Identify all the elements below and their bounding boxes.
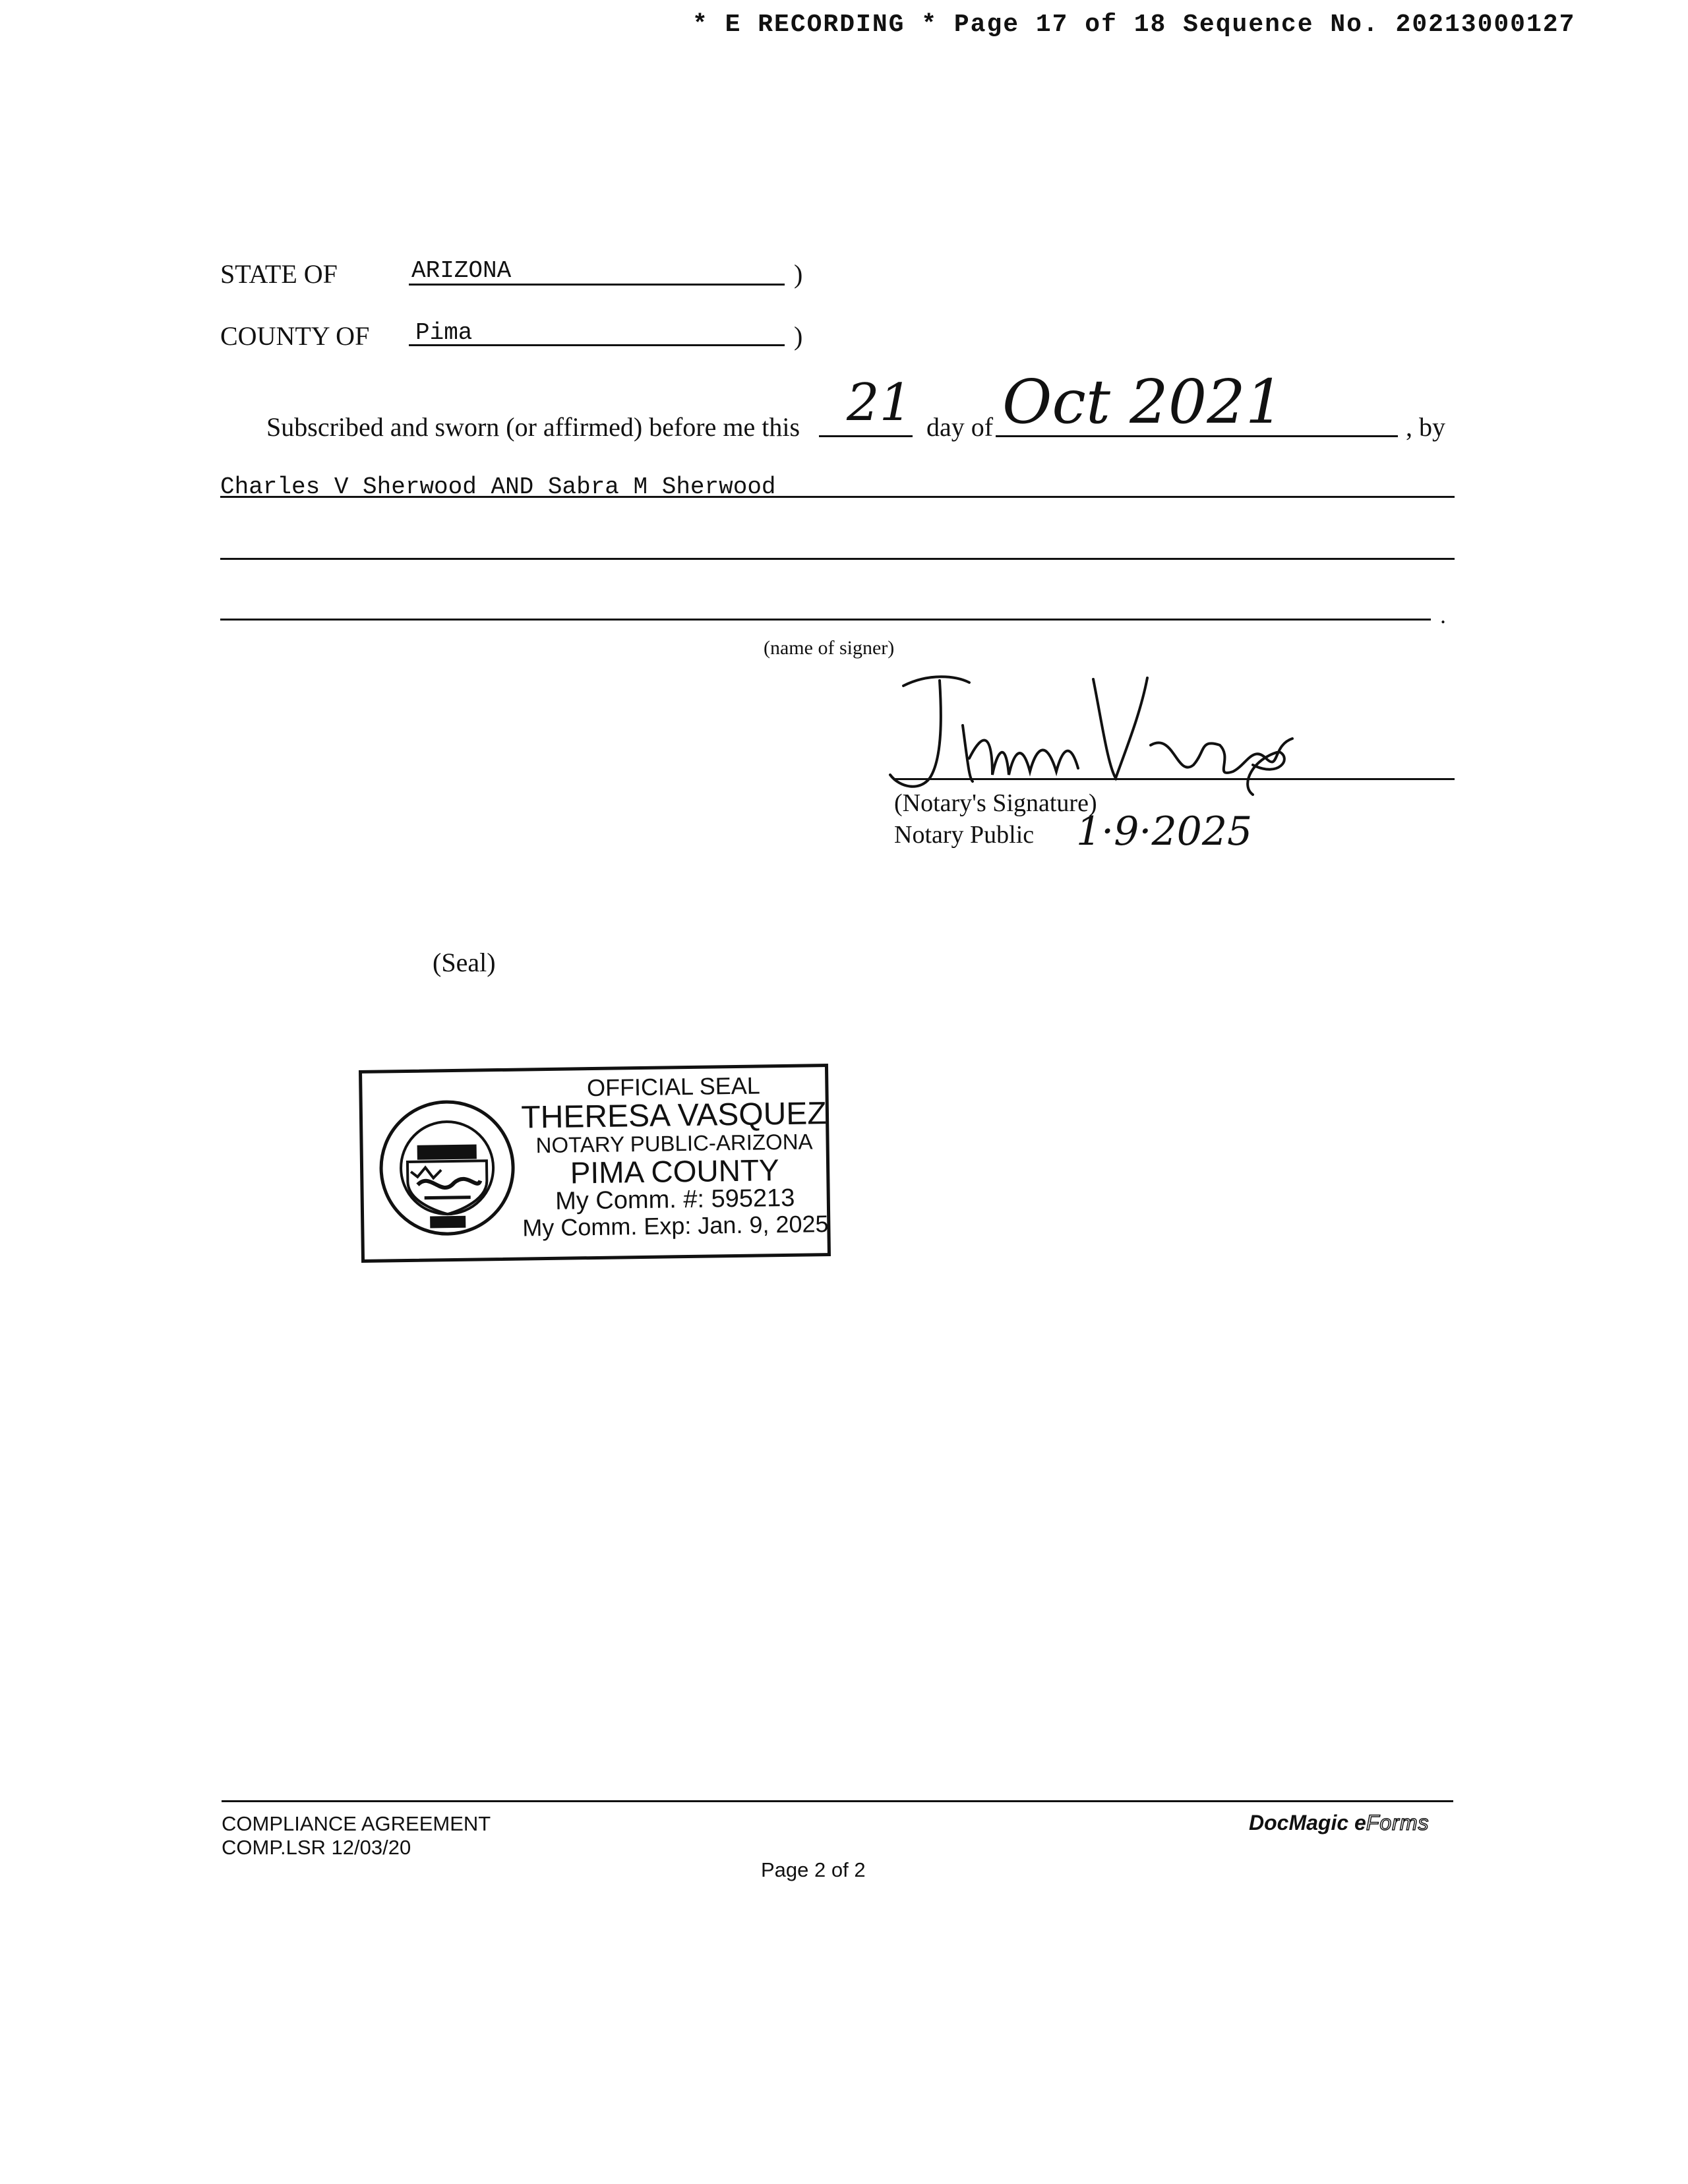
- notary-public-label: Notary Public: [894, 821, 1035, 849]
- state-value: ARIZONA: [411, 257, 512, 284]
- notary-expiration-handwritten: 1·9·2025: [1076, 808, 1253, 855]
- month-year-handwritten: Oct 2021: [1002, 367, 1284, 437]
- by-text: , by: [1406, 412, 1445, 442]
- state-underline: [409, 284, 785, 286]
- subscribed-text: Subscribed and sworn (or affirmed) before me this: [266, 412, 800, 442]
- footer-rule: [222, 1800, 1453, 1802]
- state-paren: ): [794, 259, 803, 289]
- stamp-notary-name: THERESA VASQUEZ: [521, 1095, 827, 1136]
- signer-line-1: [220, 496, 1455, 498]
- notary-stamp: [359, 1064, 831, 1263]
- name-of-signer-label: (name of signer): [764, 637, 895, 659]
- form-title: COMPLIANCE AGREEMENT: [222, 1812, 491, 1835]
- brand-prefix: DocMagic: [1249, 1811, 1349, 1835]
- notary-signature-label: (Notary's Signature): [894, 789, 1097, 817]
- page-number: Page 2 of 2: [761, 1858, 866, 1881]
- seal-label: (Seal): [433, 948, 496, 977]
- notary-signature-line: [894, 778, 1455, 780]
- form-code: COMP.LSR 12/03/20: [222, 1836, 411, 1859]
- recording-header: * E RECORDING * Page 17 of 18 Sequence No. 20213000127: [692, 11, 1576, 39]
- docmagic-eforms-logo: [1249, 1811, 1429, 1835]
- day-of-text: day of: [926, 412, 994, 442]
- signer-line-2: [220, 558, 1455, 560]
- stamp-county: PIMA COUNTY: [570, 1152, 779, 1190]
- county-value: Pima: [415, 319, 473, 346]
- stamp-commission-expiration: My Comm. Exp: Jan. 9, 2025: [522, 1210, 829, 1242]
- arizona-state-seal-icon: [377, 1098, 518, 1238]
- day-handwritten: 21: [847, 373, 913, 433]
- brand-e: e: [1354, 1811, 1366, 1835]
- brand-suffix: Forms: [1366, 1811, 1430, 1835]
- state-label: STATE OF: [220, 259, 338, 289]
- stamp-official-seal: OFFICIAL SEAL: [586, 1072, 761, 1102]
- signer-line-3: [220, 619, 1431, 621]
- county-label: COUNTY OF: [220, 321, 370, 351]
- county-underline: [409, 344, 785, 346]
- trailing-period: .: [1440, 602, 1446, 628]
- stamp-commission-number: My Comm. #: 595213: [555, 1184, 795, 1215]
- day-underline: [819, 435, 913, 437]
- signer-names: Charles V Sherwood AND Sabra M Sherwood: [220, 473, 776, 501]
- stamp-notary-state: NOTARY PUBLIC-ARIZONA: [535, 1129, 813, 1158]
- county-paren: ): [794, 321, 803, 351]
